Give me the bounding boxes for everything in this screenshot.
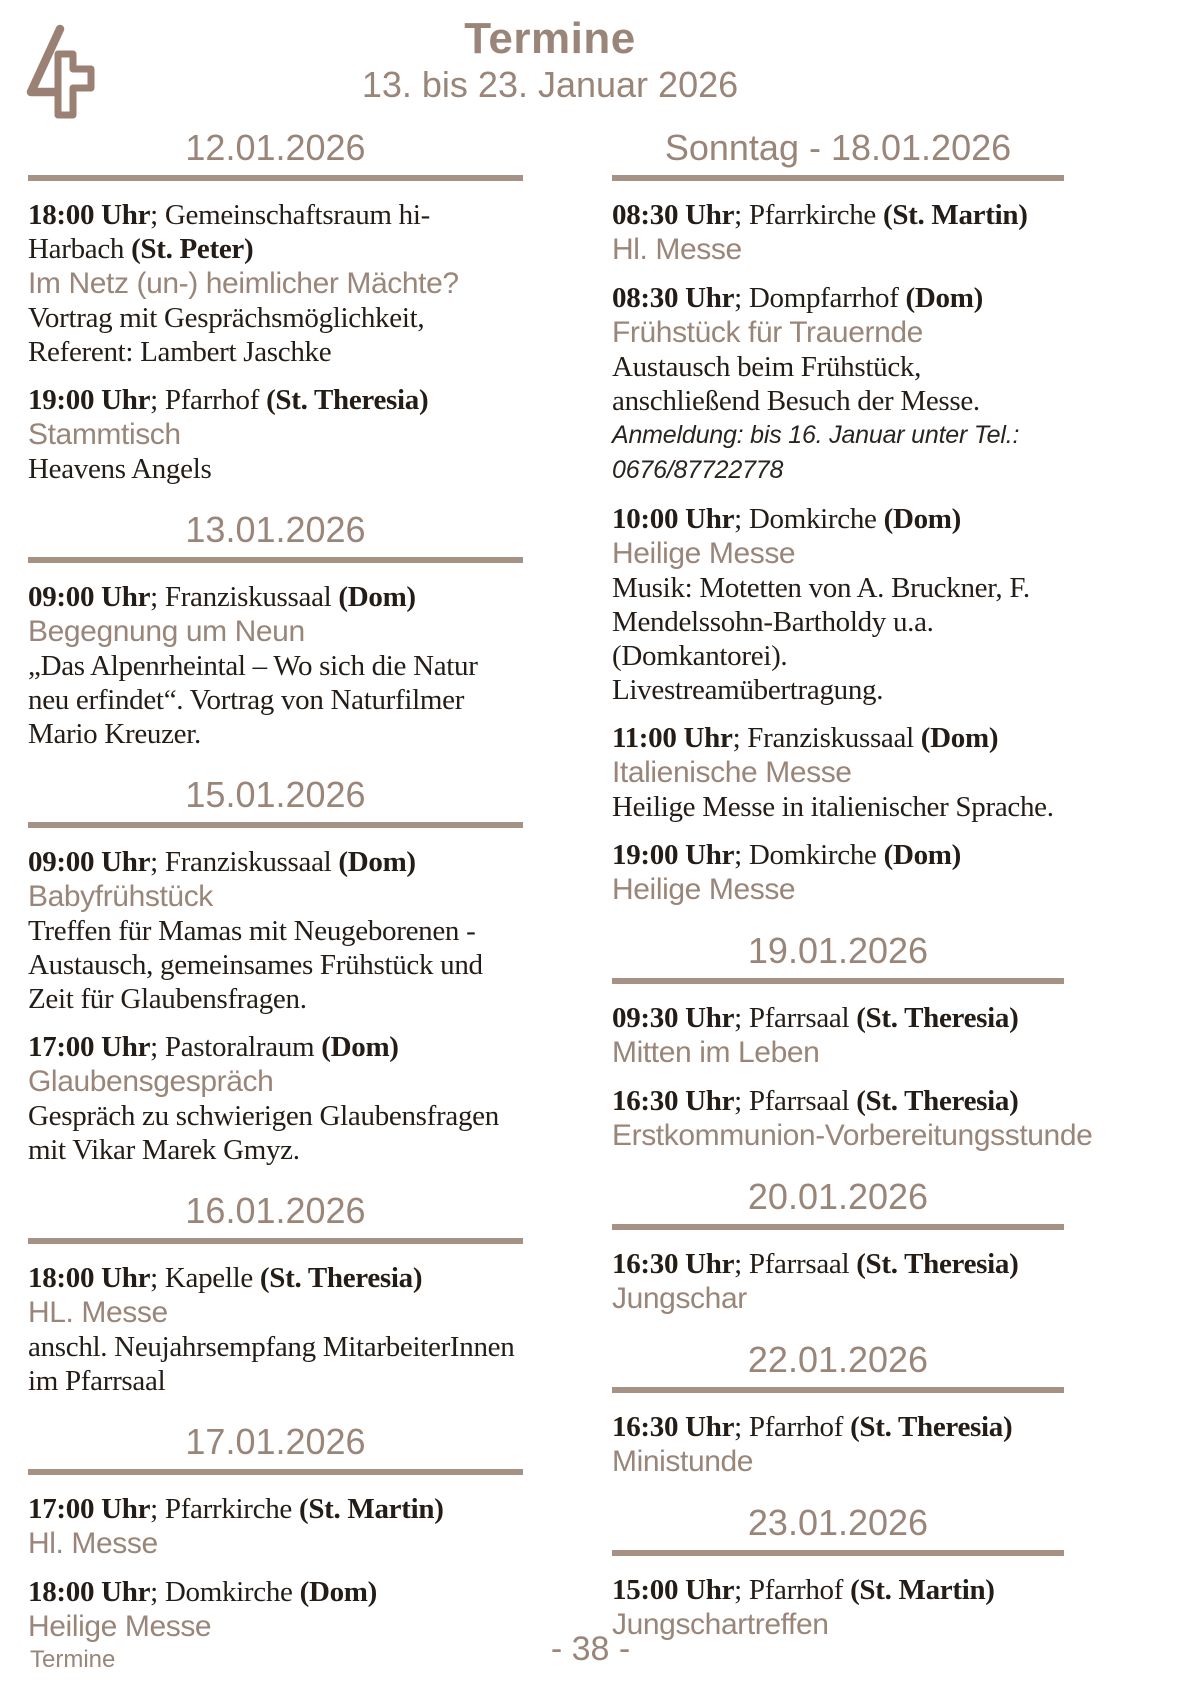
event-entry [612, 1410, 1064, 1479]
event-entry [28, 383, 523, 486]
event-list [28, 1492, 523, 1644]
date-rule [28, 1238, 523, 1244]
event-description: anschl. Neujahrsempfang MitarbeiterInnen im Pfarrsaal [28, 1331, 515, 1397]
event-time: 11:00 Uhr [612, 722, 733, 754]
event-entry [612, 1247, 1064, 1316]
event-heading [28, 383, 523, 417]
page-title: Termine [464, 14, 636, 63]
event-separator: ; [734, 1411, 749, 1443]
date-section [612, 930, 1093, 1153]
date-rule [612, 978, 1064, 984]
event-title: Jungschar [612, 1282, 747, 1315]
event-description: Musik: Motetten von A. Bruckner, F. Mendelssohn-Bartholdy u.a. (Domkantorei). Livestreamübertragung. [612, 572, 1030, 706]
event-org: (St. Theresia) [856, 1248, 1019, 1280]
event-entry [612, 198, 1064, 267]
event-org: (St. Theresia) [266, 384, 429, 416]
event-description: Heavens Angels [28, 453, 212, 485]
event-note: Anmeldung: bis 16. Januar unter Tel.: 0676/87722778 [612, 421, 1020, 484]
event-org: (Dom) [905, 282, 983, 314]
event-time: 16:30 Uhr [612, 1248, 735, 1280]
event-list [612, 1247, 1064, 1316]
event-title: Frühstück für Trauernde [612, 316, 923, 349]
event-list [28, 845, 523, 1167]
event-title: Babyfrühstück [28, 880, 213, 913]
event-time: 18:00 Uhr [28, 1576, 151, 1608]
date-rule [28, 822, 523, 828]
event-org: (Dom) [299, 1576, 378, 1608]
date-section [612, 1503, 1064, 1642]
event-heading [612, 721, 1064, 755]
event-time: 16:30 Uhr [612, 1085, 735, 1117]
event-entry [28, 845, 523, 1016]
event-venue: Pfarrkirche [164, 1493, 293, 1525]
event-org: (St. Theresia) [856, 1085, 1019, 1117]
event-time: 09:00 Uhr [28, 846, 151, 878]
date-section [612, 1340, 1064, 1479]
event-time: 15:00 Uhr [612, 1574, 735, 1606]
event-org: (Dom) [338, 846, 416, 878]
event-title: Hl. Messe [612, 233, 742, 266]
date-section [612, 128, 1064, 907]
event-heading [612, 1001, 1064, 1035]
date-header: Sonntag - 18.01.2026 [664, 127, 1012, 168]
event-separator: ; [150, 1493, 165, 1525]
event-entry [28, 1492, 523, 1561]
event-heading [612, 1247, 1064, 1281]
event-time: 08:30 Uhr [612, 282, 735, 314]
event-org: (Dom) [920, 722, 999, 754]
event-list [612, 1410, 1064, 1479]
event-title: Stammtisch [28, 418, 181, 451]
date-header: 12.01.2026 [185, 127, 366, 168]
event-org: (Dom) [321, 1031, 399, 1063]
event-title: Erstkommunion-Vorbereitungsstunde [612, 1119, 1093, 1152]
event-heading [28, 1261, 523, 1295]
event-venue: Domkirche [164, 1576, 293, 1608]
date-section [28, 1191, 523, 1398]
event-description: Austausch beim Frühstück, anschließend Besuch der Messe. [612, 351, 980, 417]
date-header: 22.01.2026 [747, 1339, 929, 1380]
date-rule [28, 1469, 523, 1475]
page-number: - 38 - [550, 1630, 631, 1668]
event-heading [28, 1575, 523, 1609]
event-heading [612, 1084, 1064, 1118]
event-list [28, 198, 523, 486]
event-venue: Franziskussaal [747, 722, 914, 754]
event-heading [612, 1410, 1064, 1444]
date-section [612, 1177, 1064, 1316]
event-heading [28, 1030, 523, 1064]
event-heading [28, 845, 523, 879]
event-org: (St. Theresia) [259, 1262, 423, 1294]
page-subtitle: 13. bis 23. Januar 2026 [361, 64, 739, 105]
event-list [28, 580, 523, 751]
event-org: (St. Martin) [882, 199, 1028, 231]
event-list [612, 198, 1064, 907]
event-separator: ; [734, 199, 749, 231]
date-rule [612, 1550, 1064, 1556]
event-entry [28, 580, 523, 751]
event-org: (St. Martin) [298, 1493, 444, 1525]
event-org: (St. Peter) [131, 233, 254, 265]
date-header: 16.01.2026 [185, 1190, 366, 1231]
event-separator: ; [734, 1574, 749, 1606]
event-separator: ; [734, 1248, 749, 1280]
event-columns [28, 127, 1093, 1644]
event-separator: ; [150, 846, 165, 878]
event-venue: Pfarrsaal [748, 1085, 850, 1117]
date-rule [612, 1224, 1064, 1230]
page-header [0, 14, 1100, 106]
event-title: Italienische Messe [612, 756, 852, 789]
event-org: (Dom) [338, 581, 416, 613]
left-column [28, 128, 523, 1644]
right-column [612, 127, 1093, 1644]
event-entry [28, 198, 523, 369]
event-separator: ; [150, 1262, 165, 1294]
event-entry [612, 281, 1064, 488]
event-venue: Gemeinschaftsraum hi-Harbach [28, 199, 430, 265]
event-title: Heilige Messe [612, 873, 796, 906]
date-header: 20.01.2026 [747, 1176, 929, 1217]
event-org: (St. Theresia) [856, 1002, 1019, 1034]
event-separator: ; [734, 1002, 749, 1034]
event-heading [612, 1573, 1064, 1607]
event-venue: Pfarrkirche [748, 199, 877, 231]
event-title: Glaubensgespräch [28, 1065, 274, 1098]
event-time: 19:00 Uhr [612, 839, 735, 871]
event-separator: ; [734, 503, 749, 535]
event-org: (St. Theresia) [850, 1411, 1013, 1443]
event-title: HL. Messe [28, 1296, 168, 1329]
event-time: 17:00 Uhr [28, 1031, 151, 1063]
date-section [28, 510, 523, 751]
event-entry [612, 1001, 1064, 1070]
event-heading [612, 838, 1064, 872]
date-header: 15.01.2026 [185, 774, 366, 815]
event-time: 16:30 Uhr [612, 1411, 735, 1443]
date-rule [28, 557, 523, 563]
event-org: (Dom) [883, 839, 962, 871]
event-separator: ; [734, 282, 749, 314]
event-separator: ; [732, 722, 748, 754]
date-header: 19.01.2026 [747, 930, 929, 971]
event-org: (Dom) [883, 503, 962, 535]
event-venue: Pfarrhof [748, 1574, 844, 1606]
event-separator: ; [734, 839, 749, 871]
event-time: 18:00 Uhr [28, 1262, 151, 1294]
event-entry [612, 1084, 1093, 1153]
event-separator: ; [734, 1085, 749, 1117]
event-heading [28, 198, 523, 266]
event-title: Hl. Messe [28, 1527, 158, 1560]
date-section [28, 1422, 523, 1644]
date-rule [612, 1387, 1064, 1393]
date-section [28, 775, 523, 1167]
event-heading [612, 281, 1064, 315]
event-title: Ministunde [612, 1445, 754, 1478]
event-heading [612, 198, 1064, 232]
date-rule [28, 175, 523, 181]
event-separator: ; [150, 1576, 165, 1608]
event-title: Im Netz (un-) heimlicher Mächte? [28, 267, 459, 300]
event-list [612, 1001, 1093, 1153]
event-venue: Domkirche [748, 503, 877, 535]
event-list [28, 1261, 523, 1398]
footer-section-label: Termine [30, 1646, 116, 1673]
date-section [28, 128, 523, 486]
event-venue: Pfarrhof [748, 1411, 844, 1443]
event-title: Heilige Messe [28, 1610, 212, 1643]
event-separator: ; [150, 1031, 165, 1063]
date-rule [612, 175, 1064, 181]
event-time: 09:00 Uhr [28, 581, 151, 613]
event-time: 17:00 Uhr [28, 1493, 151, 1525]
event-venue: Pfarrsaal [748, 1002, 850, 1034]
event-time: 18:00 Uhr [28, 199, 151, 231]
event-entry [612, 721, 1064, 824]
event-time: 19:00 Uhr [28, 384, 151, 416]
date-header: 13.01.2026 [185, 509, 366, 550]
event-entry [612, 838, 1064, 907]
event-heading [612, 502, 1064, 536]
event-org: (St. Martin) [850, 1574, 995, 1606]
event-venue: Franziskussaal [164, 581, 332, 613]
event-time: 10:00 Uhr [612, 503, 735, 535]
event-title: Jungschartreffen [612, 1608, 829, 1641]
event-title: Mitten im Leben [612, 1036, 820, 1069]
event-time: 09:30 Uhr [612, 1002, 735, 1034]
event-venue: Pfarrhof [164, 384, 260, 416]
event-separator: ; [150, 199, 165, 231]
event-heading [28, 1492, 523, 1526]
event-entry [612, 502, 1064, 707]
event-venue: Kapelle [164, 1262, 253, 1294]
event-description: Heilige Messe in italienischer Sprache. [612, 791, 1054, 823]
event-venue: Pastoralraum [164, 1031, 315, 1063]
event-venue: Franziskussaal [164, 846, 332, 878]
event-description: Gespräch zu schwierigen Glaubensfragen mit Vikar Marek Gmyz. [28, 1100, 499, 1166]
event-time: 08:30 Uhr [612, 199, 735, 231]
event-description: Treffen für Mamas mit Neugeborenen - Austausch, gemeinsames Frühstück und Zeit für Glaubensfragen. [28, 915, 483, 1015]
event-separator: ; [150, 581, 165, 613]
event-venue: Domkirche [748, 839, 877, 871]
event-description: Vortrag mit Gesprächsmöglichkeit, Referent: Lambert Jaschke [28, 302, 425, 368]
event-title: Heilige Messe [612, 537, 796, 570]
event-venue: Pfarrsaal [748, 1248, 850, 1280]
date-header: 17.01.2026 [185, 1421, 366, 1462]
event-entry [28, 1261, 523, 1398]
event-heading [28, 580, 523, 614]
date-header: 23.01.2026 [747, 1502, 929, 1543]
event-description: „Das Alpenrheintal – Wo sich die Natur neu erfindet“. Vortrag von Naturfilmer Mario Kreuzer. [28, 650, 478, 750]
event-title: Begegnung um Neun [28, 615, 305, 648]
event-entry [28, 1030, 523, 1167]
event-venue: Dompfarrhof [748, 282, 899, 314]
event-separator: ; [150, 384, 165, 416]
